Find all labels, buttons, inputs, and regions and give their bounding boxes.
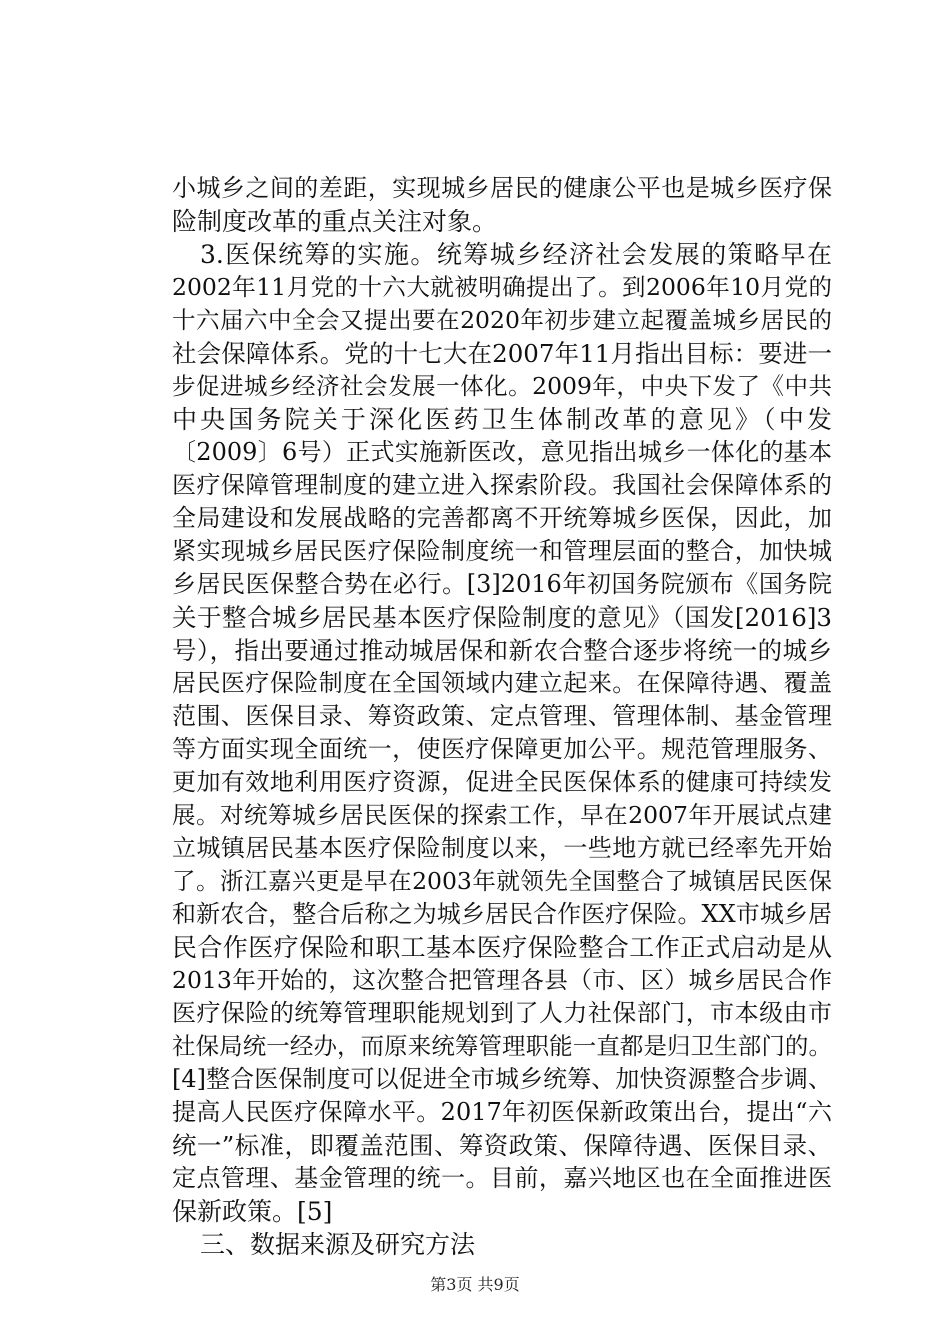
text-line: 提高人民医疗保障水平。2017年初医保新政策出台，提出“六 — [172, 1098, 832, 1126]
text-line: 了。浙江嘉兴更是早在2003年就领先全国整合了城镇居民医保 — [172, 867, 832, 895]
text-line: 更加有效地利用医疗资源，促进全民医保体系的健康可持续发 — [172, 768, 832, 796]
text-line: 医疗保险的统筹管理职能规划到了人力社保部门，市本级由市 — [172, 999, 832, 1027]
text-line: 统一”标准，即覆盖范围、筹资政策、保障待遇、医保目录、 — [172, 1131, 832, 1160]
text-line: 展。对统筹城乡居民医保的探索工作，早在2007年开展试点建 — [172, 801, 832, 829]
text-line: 中央国务院关于深化医药卫生体制改革的意见》（中发 — [172, 405, 832, 434]
text-line: 步促进城乡经济社会发展一体化。2009年，中央下发了《中共 — [172, 372, 832, 400]
text-line: 范围、医保目录、筹资政策、定点管理、管理体制、基金管理 — [172, 702, 832, 730]
text-line: 紧实现城乡居民医疗保险制度统一和管理层面的整合，加快城 — [172, 537, 832, 565]
text-line: 居民医疗保险制度在全国领域内建立起来。在保障待遇、覆盖 — [172, 669, 832, 697]
text-line: 乡居民医保整合势在必行。[3]2016年初国务院颁布《国务院 — [172, 570, 832, 598]
text-line: 〔2009〕6号）正式实施新医改，意见指出城乡一体化的基本 — [172, 438, 832, 466]
text-line: 2002年11月党的十六大就被明确提出了。到2006年10月党的 — [172, 273, 832, 301]
text-line: 关于整合城乡居民基本医疗保险制度的意见》（国发[2016]3 — [172, 603, 832, 632]
text-line: 保新政策。[5] — [172, 1197, 333, 1226]
text-line: 险制度改革的重点关注对象。 — [172, 207, 498, 236]
text-line: 民合作医疗保险和职工基本医疗保险整合工作正式启动是从 — [172, 933, 832, 962]
text-line: 2013年开始的，这次整合把管理各县（市、区）城乡居民合作 — [172, 966, 832, 994]
text-line: 小城乡之间的差距，实现城乡居民的健康公平也是城乡医疗保 — [172, 174, 832, 202]
text-line: 社会保障体系。党的十七大在2007年11月指出目标：要进一 — [172, 339, 832, 368]
section-heading-line: 3.医保统筹的实施。统筹城乡经济社会发展的策略早在 — [200, 240, 832, 269]
text-line: 号），指出要通过推动城居保和新农合整合逐步将统一的城乡 — [172, 636, 832, 665]
text-line: [4]整合医保制度可以促进全市城乡统筹、加快资源整合步调、 — [172, 1065, 832, 1093]
text-line: 定点管理、基金管理的统一。目前，嘉兴地区也在全面推进医 — [172, 1164, 832, 1192]
page-footer: 第3页 共9页 — [430, 1275, 520, 1294]
text-line: 等方面实现全面统一，使医疗保障更加公平。规范管理服务、 — [172, 735, 832, 763]
text-line: 医疗保障管理制度的建立进入探索阶段。我国社会保障体系的 — [172, 471, 832, 499]
text-line: 十六届六中全会又提出要在2020年初步建立起覆盖城乡居民的 — [172, 306, 832, 334]
text-line: 和新农合，整合后称之为城乡居民合作医疗保险。XX市城乡居 — [172, 900, 832, 928]
text-line: 立城镇居民基本医疗保险制度以来，一些地方就已经率先开始 — [172, 834, 832, 862]
text-line: 社保局统一经办，而原来统筹管理职能一直都是归卫生部门的。 — [172, 1032, 832, 1060]
text-line: 全局建设和发展战略的完善都离不开统筹城乡医保，因此，加 — [172, 504, 832, 532]
section-heading: 三、数据来源及研究方法 — [200, 1230, 476, 1259]
